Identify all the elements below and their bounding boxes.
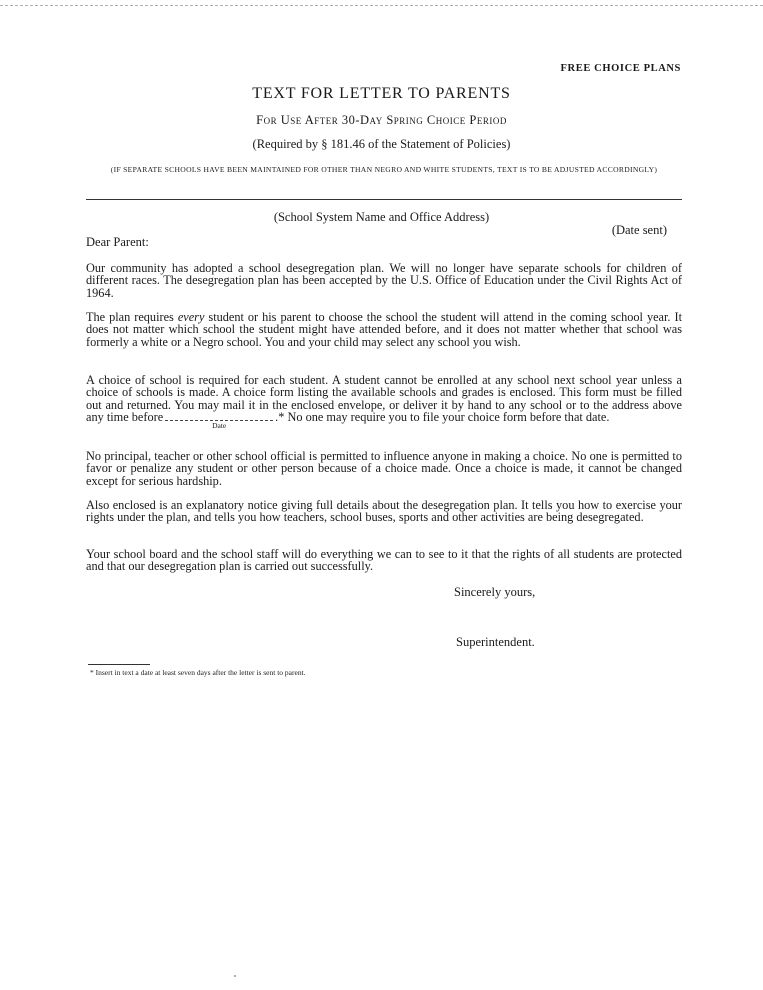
paragraph-2-start: The plan requires [86, 310, 178, 324]
footnote: * Insert in text a date at least seven days after the letter is sent to parent. [90, 668, 306, 677]
paragraph-2-emphasis: every [177, 310, 205, 324]
scan-speck [234, 975, 236, 977]
letterhead-placeholder: (School System Name and Office Address) [273, 210, 490, 224]
paragraph-4: No principal, teacher or other school official is permitted to influence anyone in making a choice. No one is permitted to favor or penalize any student or other person because of a choice made. Once a choice is made, it cannot be changed except for serious hardship. [86, 449, 682, 488]
closing: Sincerely yours, [454, 585, 536, 599]
section-label: FREE CHOICE PLANS [560, 63, 681, 74]
paragraph-2-end: student or his parent to choose the school the student will attend in the coming school year. It does not matter which school the student might have attended before, and it does not matter whether that school was formerly a white or a Negro school. You and your child may select any school you wish. [86, 310, 682, 349]
paragraph-2 [86, 311, 682, 348]
date-blank [165, 411, 273, 431]
signature-line: Superintendent. [456, 635, 535, 649]
paragraph-3-start: A choice of school is required for each student. A student cannot be enrolled at any school next school year unless a choice of schools is made. A choice form listing the available schools and grades is enclosed. This form must be filled out and returned. You may mail it in the enclosed envelope, or deliver it by hand to any school or to the address above any time before [86, 373, 682, 425]
paragraph-5: Also enclosed is an explanatory notice giving full details about the desegregation plan. It tells you how to exercise your rights under the plan, and tells you how teachers, school buses, sports and other activities are being desegregated. [86, 498, 682, 525]
scan-edge-line [0, 5, 763, 6]
policy-reference: (Required by § 181.46 of the Statement of Policies) [252, 137, 511, 151]
salutation: Dear Parent: [86, 235, 149, 249]
header-divider [86, 199, 682, 200]
footnote-divider [88, 664, 150, 665]
paragraph-3-end: .* No one may require you to file your choice form before that date. [275, 410, 610, 425]
document-subtitle: For Use After 30-Day Spring Choice Period [256, 113, 507, 127]
paragraph-1: Our community has adopted a school desegregation plan. We will no longer have separate schools for children of different races. The desegregation plan has been accepted by the U.S. Office of Education under the Civil Rights Act of 1964. [86, 261, 682, 300]
paragraph-3 [86, 373, 682, 431]
adjustment-note: (IF SEPARATE SCHOOLS HAVE BEEN MAINTAINED FOR OTHER THAN NEGRO AND WHITE STUDENTS, TEXT IS TO BE ADJUSTED ACCORDINGLY) [110, 165, 658, 174]
paragraph-6: Your school board and the school staff will do everything we can to see to it that the rights of all students are protected and that our desegregation plan is carried out successfully. [86, 547, 682, 574]
document-title: TEXT FOR LETTER TO PARENTS [252, 85, 511, 102]
date-sent-placeholder: (Date sent) [611, 223, 667, 237]
date-blank-label: Date [212, 421, 227, 431]
